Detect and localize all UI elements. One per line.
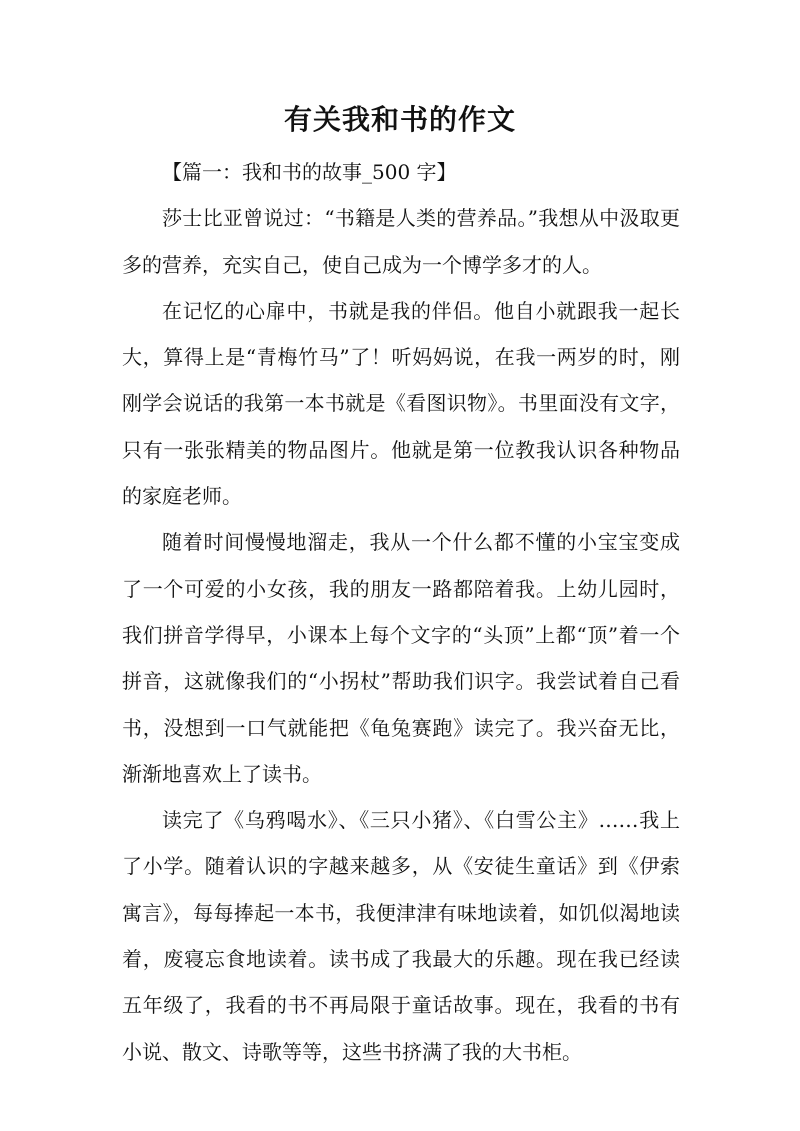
paragraph-2: 在记忆的心扉中，书就是我的伴侣。他自小就跟我一起长大，算得上是“青梅竹马”了！听妈妈说，在我一两岁的时，刚刚学会说话的我第一本书就是《看图识物》。书里面没有文字，只有一张张精美的物品图片。他就是第一位教我认识各种物品的家庭老师。	[122, 298, 680, 509]
document-body	[122, 149, 680, 1075]
section-heading: 【篇一：我和书的故事_500 字】	[162, 160, 457, 184]
paragraph-3: 随着时间慢慢地溜走，我从一个什么都不懂的小宝宝变成了一个可爱的小女孩，我的朋友一路都陪着我。上幼儿园时，我们拼音学得早，小课本上每个文字的“头顶”上都“顶”着一个拼音，这就像我们的“小拐杖”帮助我们识字。我尝试着自己看书，没想到一口气就能把《龟兔赛跑》读完了。我兴奋无比，渐渐地喜欢上了读书。	[122, 530, 680, 786]
paragraph-1: 莎士比亚曾说过：“书籍是人类的营养品。”我想从中汲取更多的营养，充实自己，使自己成为一个博学多才的人。	[122, 206, 680, 277]
paragraph-4: 读完了《乌鸦喝水》、《三只小猪》、《白雪公主》……我上了小学。随着认识的字越来越多，从《安徒生童话》到《伊索寓言》，每每捧起一本书，我便津津有味地读着，如饥似渴地读着，废寝忘食地读着。读书成了我最大的乐趣。现在我已经读五年级了，我看的书不再局限于童话故事。现在，我看的书有小说、散文、诗歌等等，这些书挤满了我的大书柜。	[122, 808, 680, 1064]
document-title: 有关我和书的作文	[283, 103, 516, 136]
